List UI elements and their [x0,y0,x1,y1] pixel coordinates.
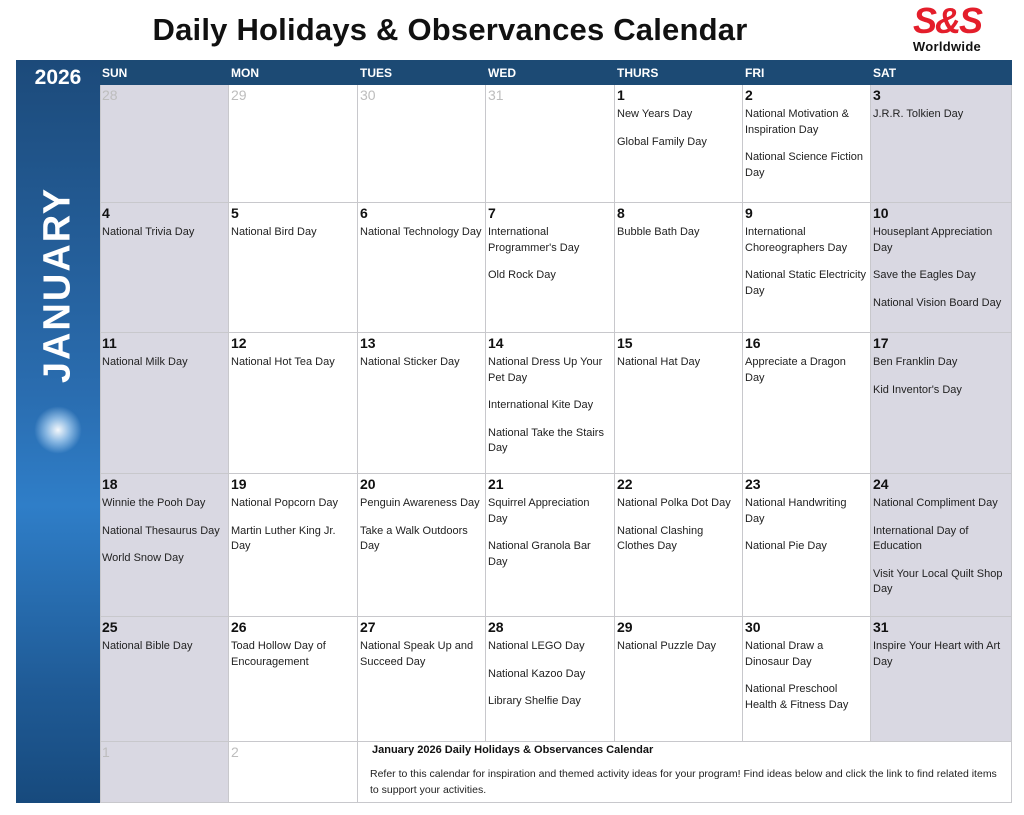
day-cell[interactable] [229,742,358,803]
day-number: 31 [873,619,889,635]
day-cell[interactable] [486,617,615,742]
day-number: 8 [617,205,625,221]
observance-item[interactable]: Penguin Awareness Day [360,497,480,509]
observance-item[interactable]: National Trivia Day [102,226,195,238]
weekday-sat: SAT [873,66,897,80]
observance-item[interactable]: Old Rock Day [488,269,556,282]
observance-item[interactable]: National Bird Day [231,226,317,238]
observance-item[interactable]: National Technology Day [360,226,482,238]
observance-item[interactable]: Toad Hollow Day of Encouragement [231,640,326,668]
day-cell[interactable] [615,85,743,203]
day-number: 11 [102,335,117,351]
day-cell[interactable] [358,85,486,203]
day-cell[interactable] [100,85,229,203]
observance-item[interactable]: National Granola Bar Day [488,540,591,568]
day-number: 30 [745,619,761,635]
observance-item[interactable]: World Snow Day [102,552,184,565]
year-label: 2026 [34,66,82,89]
observance-item[interactable]: International Day of Education [873,524,969,553]
day-cell[interactable] [229,617,358,742]
observance-item[interactable]: National Preschool Health & Fitness Day [745,683,849,711]
day-cell[interactable] [100,333,229,474]
day-number: 13 [360,335,376,351]
day-cell[interactable] [100,474,229,617]
observance-item[interactable]: National Draw a Dinosaur Day [745,640,824,668]
sidebar-glow [34,406,82,454]
day-number: 12 [231,335,247,351]
day-cell[interactable] [743,203,871,333]
day-cell[interactable] [100,742,229,803]
observance-item[interactable]: Houseplant Appreciation Day [873,226,993,254]
day-cell[interactable] [615,203,743,333]
observance-item[interactable]: J.R.R. Tolkien Day [873,108,964,120]
observance-item[interactable]: Global Family Day [617,135,707,148]
observance-item[interactable]: Visit Your Local Quilt Shop Day [873,567,1003,596]
day-number: 14 [488,335,504,351]
month-label: JANUARY [36,186,79,384]
day-number: 25 [102,619,118,635]
day-cell[interactable] [100,617,229,742]
observance-item[interactable]: Bubble Bath Day [617,226,700,238]
day-number: 27 [360,619,376,635]
page-title: Daily Holidays & Observances Calendar [152,12,748,47]
day-cell[interactable] [358,333,486,474]
day-cell[interactable] [486,85,615,203]
observance-item[interactable]: National Clashing Clothes Day [617,524,704,553]
day-number: 6 [360,205,368,221]
observance-item[interactable]: New Years Day [617,108,693,120]
observance-item[interactable]: Take a Walk Outdoors Day [360,524,468,553]
day-number: 1 [102,744,110,760]
weekday-header [100,60,1012,85]
observance-item[interactable]: National Hat Day [617,356,701,368]
observance-item[interactable]: National Motivation & Inspiration Day [745,108,849,136]
day-number: 15 [617,335,633,351]
day-number: 28 [488,619,504,635]
weekday-thurs: THURS [617,66,659,80]
day-cell[interactable] [743,617,871,742]
day-cell[interactable] [871,617,1012,742]
observance-item[interactable]: Martin Luther King Jr. Day [231,524,336,553]
day-number: 7 [488,205,496,221]
day-cell[interactable] [358,203,486,333]
observance-item[interactable]: International Kite Day [488,399,594,412]
day-cell[interactable] [615,333,743,474]
day-cell[interactable] [229,474,358,617]
note-body: Refer to this calendar for inspiration and themed activity ideas for your program! Find ideas below and click the link to find related items to support your activities. [370,768,997,796]
observance-item[interactable]: Winnie the Pooh Day [102,497,206,509]
day-number: 3 [873,87,881,103]
day-number: 19 [231,476,247,492]
observance-item[interactable]: National Polka Dot Day [617,497,731,509]
weekday-tues: TUES [360,66,393,80]
day-number: 2 [231,744,239,760]
observance-item[interactable]: National Handwriting Day [745,497,847,525]
observance-item[interactable]: National Vision Board Day [873,296,1002,309]
day-cell[interactable] [486,474,615,617]
observance-item[interactable]: Ben Franklin Day [873,356,958,368]
day-number: 2 [745,87,753,103]
weekday-fri: FRI [745,66,765,80]
day-number: 22 [617,476,633,492]
day-number: 17 [873,335,889,351]
weekday-mon: MON [231,66,259,80]
day-cell[interactable] [358,617,486,742]
day-number: 21 [488,476,504,492]
logo-mark: S&S [912,0,982,41]
observance-item[interactable]: National Speak Up and Succeed Day [360,640,474,668]
observance-item[interactable]: National Popcorn Day [231,497,339,509]
day-number: 5 [231,205,239,221]
day-cell[interactable] [615,617,743,742]
observance-item[interactable]: National Bible Day [102,640,193,652]
day-cell[interactable] [486,203,615,333]
observance-item[interactable]: Save the Eagles Day [873,269,976,282]
day-number: 18 [102,476,118,492]
weekday-sun: SUN [102,66,128,80]
day-number: 24 [873,476,889,492]
observance-item[interactable]: International Programmer's Day [488,226,580,254]
day-cell[interactable] [486,333,615,474]
observance-item[interactable]: Squirrel Appreciation Day [488,497,590,525]
day-cell[interactable] [358,474,486,617]
day-cell[interactable] [743,85,871,203]
observance-item[interactable]: National Dress Up Your Pet Day [488,356,603,384]
day-number: 29 [231,87,247,103]
observance-item[interactable]: National Science Fiction Day [745,151,864,179]
observance-item[interactable]: National Take the Stairs Day [488,426,604,455]
observance-item[interactable]: National Static Electricity Day [745,269,867,297]
observance-item[interactable]: National Sticker Day [360,356,460,368]
day-number: 20 [360,476,376,492]
day-number: 26 [231,619,247,635]
observance-item[interactable]: National LEGO Day [488,640,585,652]
calendar-note [358,742,1012,803]
observance-item[interactable]: International Choreographers Day [745,226,848,254]
note-title: January 2026 Daily Holidays & Observances Calendar [372,744,654,756]
observance-item[interactable]: Library Shelfie Day [488,695,581,708]
observance-item[interactable]: National Compliment Day [873,497,998,509]
day-number: 30 [360,87,376,103]
month-sidebar [16,60,100,803]
day-cell[interactable] [229,203,358,333]
day-cell[interactable] [100,203,229,333]
observance-item[interactable]: National Kazoo Day [488,667,586,680]
day-number: 29 [617,619,633,635]
day-cell[interactable] [743,333,871,474]
day-cell[interactable] [743,474,871,617]
day-cell[interactable] [229,85,358,203]
observance-item[interactable]: Inspire Your Heart with Art Day [873,640,1001,668]
observance-item[interactable]: National Milk Day [102,356,188,368]
observance-item[interactable]: National Pie Day [745,540,827,553]
day-cell[interactable] [871,474,1012,617]
day-cell[interactable] [871,85,1012,203]
observance-item[interactable]: National Puzzle Day [617,640,717,652]
day-number: 31 [488,87,504,103]
day-number: 4 [102,205,110,221]
observance-item[interactable]: National Hot Tea Day [231,356,335,368]
day-cell[interactable] [871,333,1012,474]
company-logo[interactable] [906,2,988,58]
day-number: 28 [102,87,118,103]
observance-item[interactable]: National Thesaurus Day [102,524,220,537]
day-cell[interactable] [229,333,358,474]
day-number: 9 [745,205,753,221]
logo-subtitle: Worldwide [912,39,982,54]
day-number: 10 [873,205,889,221]
weekday-wed: WED [488,66,516,80]
day-number: 1 [617,87,625,103]
observance-item[interactable]: Kid Inventor's Day [873,383,962,396]
day-cell[interactable] [871,203,1012,333]
day-number: 16 [745,335,761,351]
day-cell[interactable] [615,474,743,617]
observance-item[interactable]: Appreciate a Dragon Day [745,356,846,384]
day-number: 23 [745,476,761,492]
